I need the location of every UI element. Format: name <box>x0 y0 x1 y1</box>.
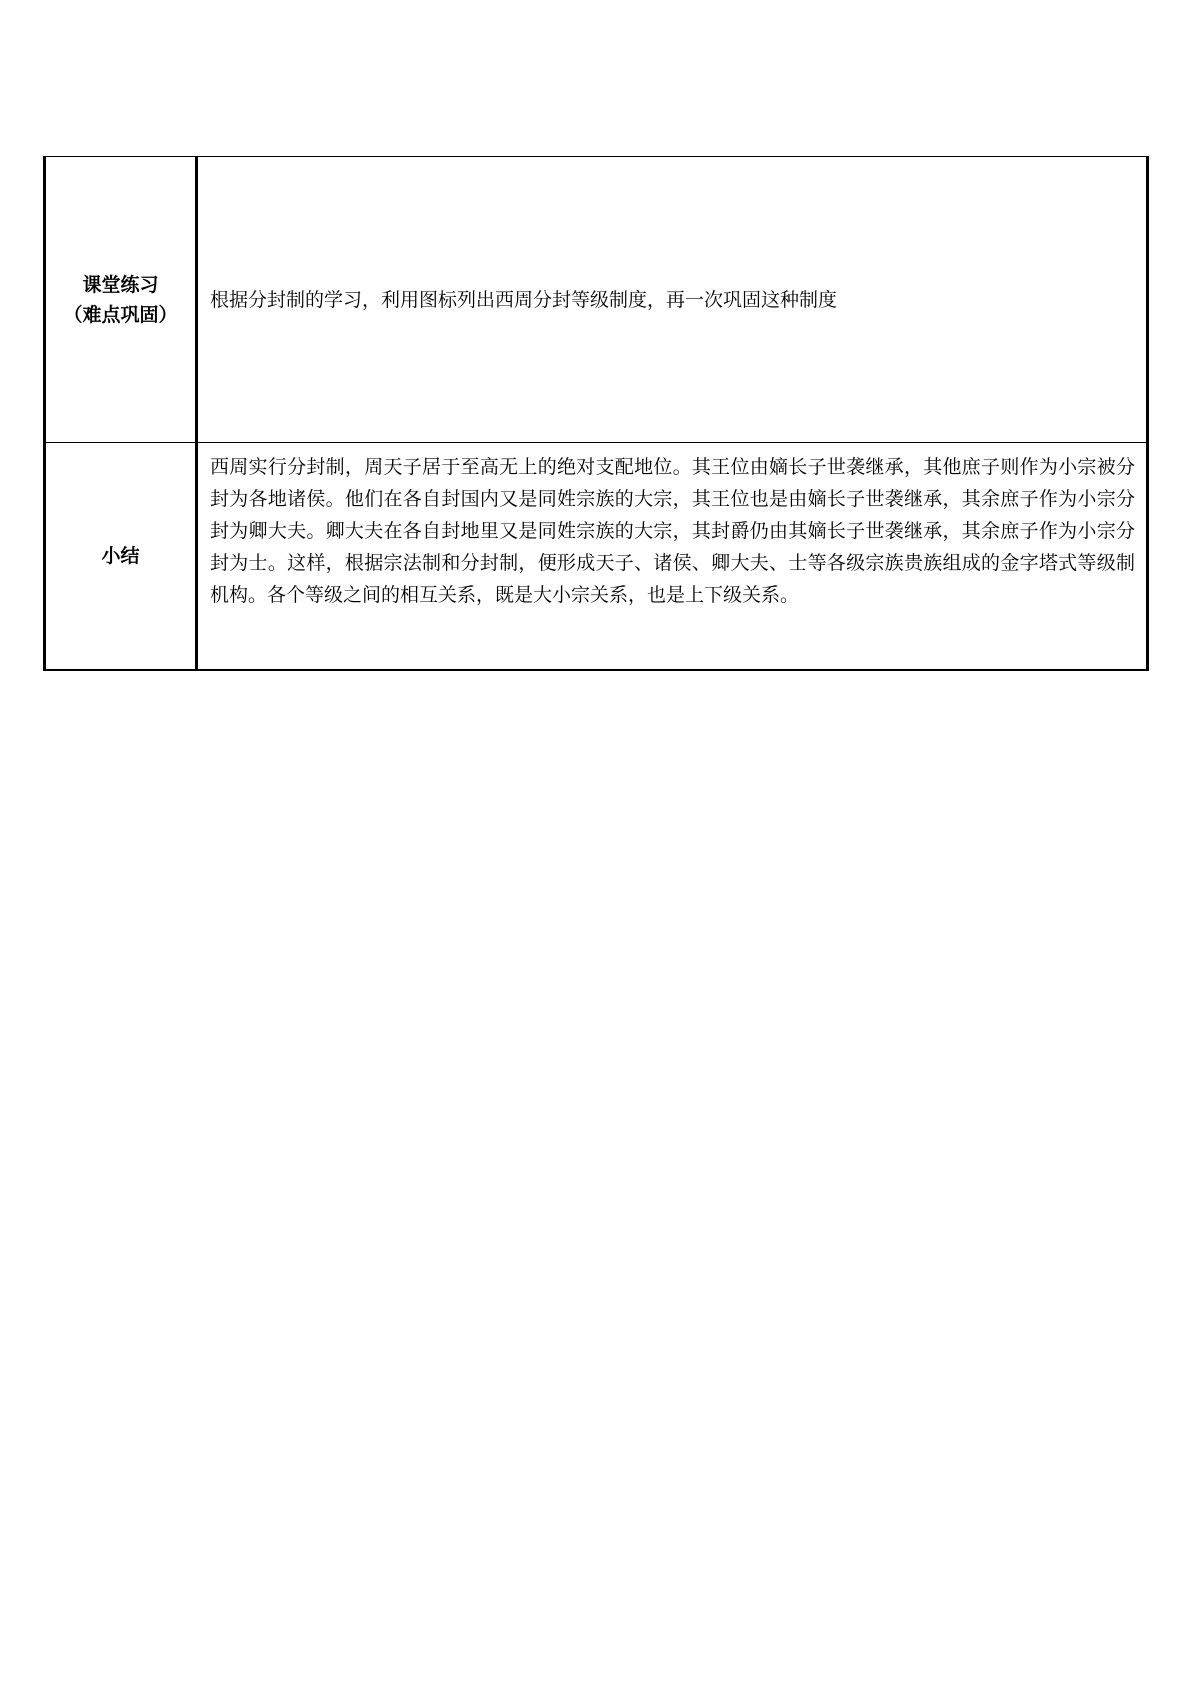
summary-content-cell: 西周实行分封制，周天子居于至高无上的绝对支配地位。其王位由嫡长子世袭继承，其他庶子则作为小宗被分封为各地诸侯。他们在各自封国内又是同姓宗族的大宗，其王位也是由嫡长子世袭继承，其余庶子作为小宗分封为卿大夫。卿大夫在各自封地里又是同姓宗族的大宗，其封爵仍由其嫡长子世袭继承，其余庶子作为小宗分封为士。这样，根据宗法制和分封制，便形成天子、诸侯、卿大夫、士等各级宗族贵族组成的金字塔式等级制机构。各个等级之间的相互关系，既是大小宗关系，也是上下级关系。 <box>197 443 1148 671</box>
practice-content-cell: 根据分封制的学习，利用图标列出西周分封等级制度，再一次巩固这种制度 <box>197 157 1148 443</box>
practice-label-subtitle: （难点巩固） <box>63 303 178 326</box>
table-row-summary <box>45 443 1148 671</box>
practice-label-cell <box>45 157 197 443</box>
lesson-plan-table <box>43 156 1149 671</box>
practice-label-title: 课堂练习 <box>82 273 159 296</box>
table-row-practice <box>45 157 1148 443</box>
summary-label-cell: 小结 <box>45 443 197 671</box>
